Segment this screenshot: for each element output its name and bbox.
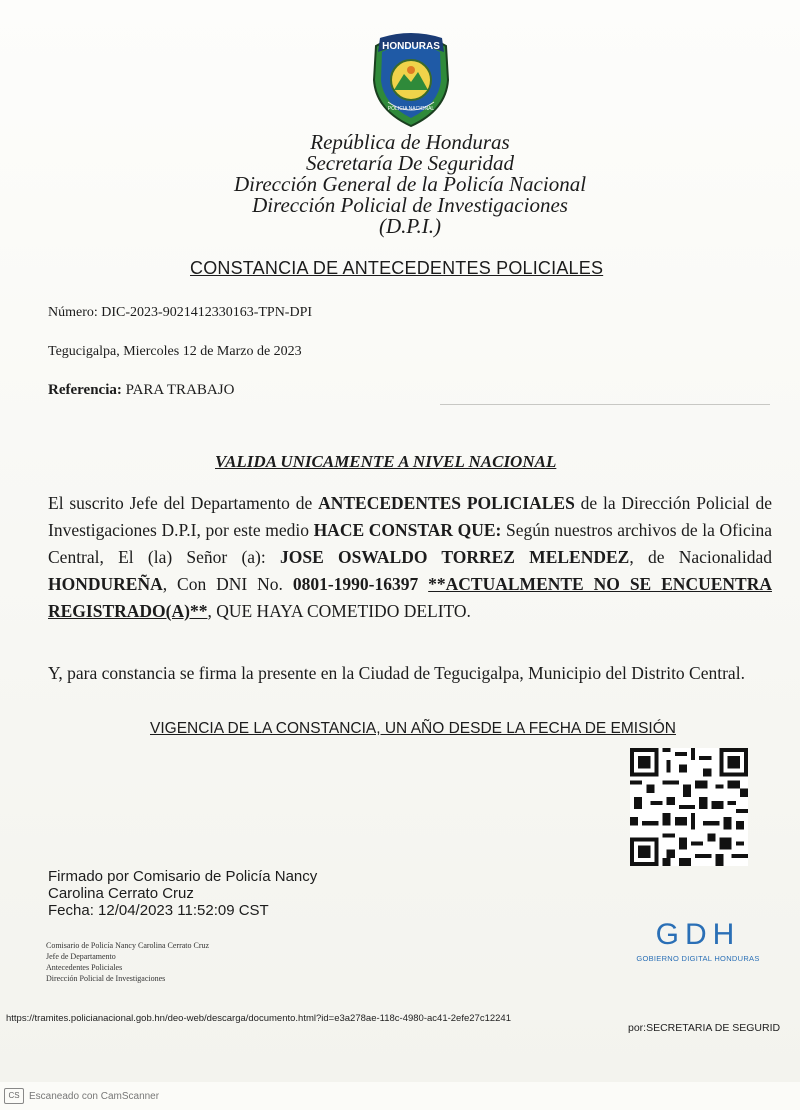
signatory-name: Comisario de Policía Nancy Carolina Cerrato Cruz — [46, 941, 210, 950]
footer-issuer: por:SECRETARIA DE SEGURID — [628, 1022, 781, 1034]
verification-url: https://tramites.policianacional.gob.hn/deo-web/descarga/documento.html?id=e3a278ae-118c-4980-ac41-2efe27c12241 — [6, 1013, 511, 1024]
validity-notice: VIGENCIA DE LA CONSTANCIA, UN AÑO DESDE LA FECHA DE EMISIÓN — [150, 720, 676, 737]
validity-heading: VALIDA UNICAMENTE A NIVEL NACIONAL — [215, 452, 557, 471]
closing-paragraph: Y, para constancia se firma la presente en la Ciudad de Tegucigalpa, Municipio del Distrito Central. — [48, 663, 745, 683]
signature-date: Fecha: 12/04/2023 11:52:09 CST — [48, 902, 269, 919]
body-text-6: , QUE HAYA COMETIDO DELITO. — [207, 601, 471, 621]
signatory-role: Jefe de Departamento — [46, 952, 116, 961]
body-text-3: Según nuestros archivos de la Oficina Central, El (la) Señor (a): — [48, 520, 772, 567]
number-value: DIC-2023-9021412330163-TPN-DPI — [101, 305, 313, 320]
gdh-logo — [628, 918, 768, 963]
number-label: Número: — [48, 305, 98, 320]
reference-label: Referencia: — [48, 382, 122, 398]
body-dept: ANTECEDENTES POLICIALES — [318, 493, 575, 513]
person-name: JOSE OSWALDO TORREZ MELENDEZ — [279, 547, 630, 567]
body-text-4: , de Nacionalidad — [629, 547, 772, 567]
header-block — [230, 132, 590, 237]
gdh-caption: GOBIERNO DIGITAL HONDURAS — [636, 954, 760, 963]
gdh-logo-text: GDH — [655, 918, 741, 951]
reference-value: PARA TRABAJO — [125, 382, 235, 398]
document-number — [48, 305, 312, 321]
badge-subtext: POLICIA NACIONAL — [387, 106, 435, 112]
qr-code-icon — [630, 748, 748, 866]
body-text-2: de la Dirección Policial de Investigaciones D.P.I, por este medio — [48, 493, 773, 540]
camscanner-watermark — [4, 1088, 159, 1104]
body-hace-constar: HACE CONSTAR QUE: — [313, 520, 502, 540]
signature-line-1: Firmado por Comisario de Policía Nancy — [48, 868, 318, 885]
header-line-direccion-general: Dirección General de la Policía Nacional — [233, 172, 587, 196]
place-date: Tegucigalpa, Miercoles 12 de Marzo de 2023 — [48, 344, 302, 359]
header-line-direccion-policial: Dirección Policial de Investigaciones — [252, 193, 568, 217]
header-line-republic: República de Honduras — [310, 130, 510, 154]
signatory-direction: Dirección Policial de Investigaciones — [46, 974, 166, 983]
body-text-1: El suscrito Jefe del Departamento de — [48, 493, 319, 513]
body-text-5: , Con DNI No. — [162, 574, 293, 594]
reference — [48, 382, 234, 399]
digital-signature — [48, 868, 317, 919]
document-title: CONSTANCIA DE ANTECEDENTES POLICIALES — [190, 258, 604, 278]
dni-number: 0801-1990-16397 — [292, 574, 419, 594]
camscanner-text: Escaneado con CamScanner — [29, 1090, 160, 1102]
badge-text: HONDURAS — [382, 41, 440, 52]
signatory-details — [46, 940, 209, 984]
signature-line-2: Carolina Cerrato Cruz — [48, 885, 194, 902]
nationality: HONDUREÑA — [48, 574, 163, 594]
camscanner-icon: CS — [4, 1088, 24, 1104]
divider — [440, 404, 770, 405]
header-line-dpi: (D.P.I.) — [378, 214, 441, 238]
header-line-secretaria: Secretaría De Seguridad — [305, 151, 514, 175]
police-badge-icon — [366, 28, 456, 128]
record-status: **ACTUALMENTE NO SE ENCUENTRA REGISTRADO(A)** — [48, 574, 772, 621]
signatory-department: Antecedentes Policiales — [46, 963, 123, 972]
certification-body — [48, 490, 772, 625]
